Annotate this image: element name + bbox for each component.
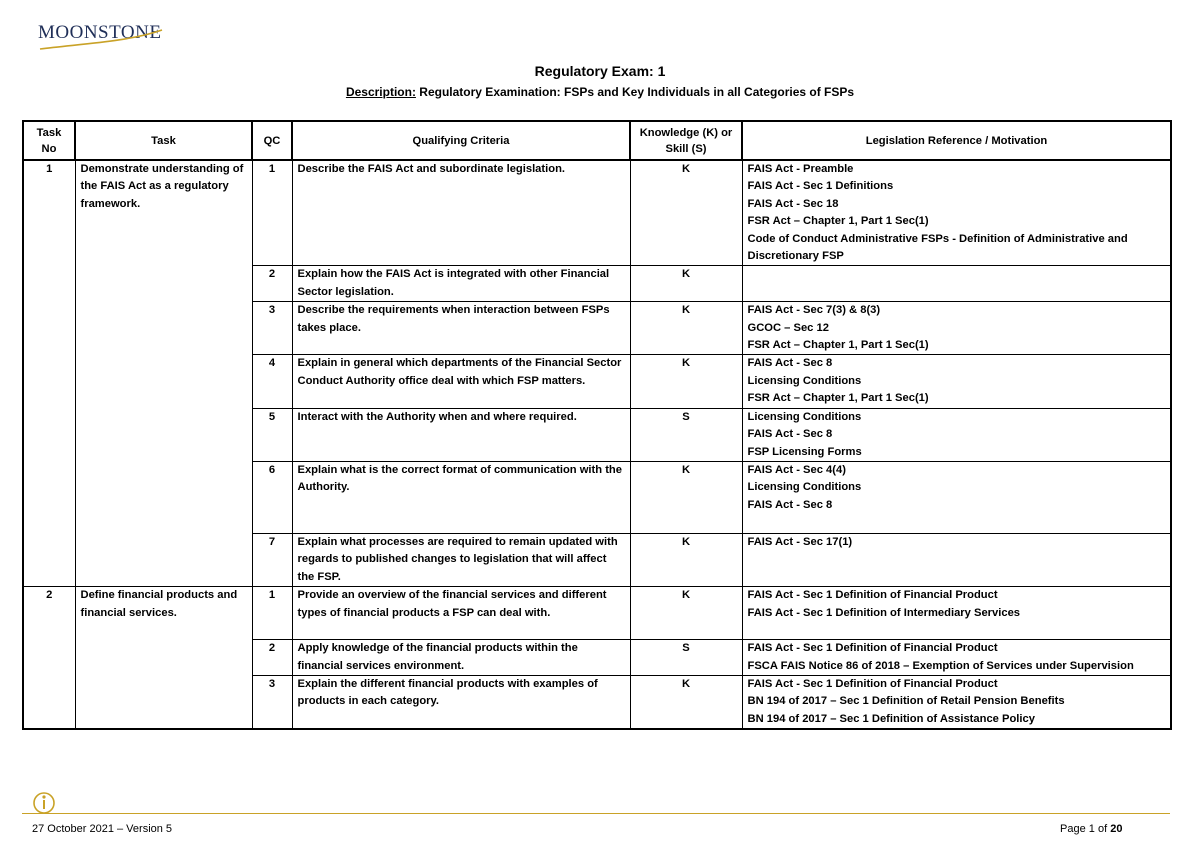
qc-number: 4	[252, 355, 292, 408]
legislation-line: FAIS Act - Sec 8	[747, 428, 833, 441]
legislation-reference	[742, 266, 1171, 302]
legislation-line: FSR Act – Chapter 1, Part 1 Sec(1)	[747, 339, 929, 352]
qualifying-criteria: Explain what processes are required to remain updated with regards to published changes to legislation that will affect the FSP.	[292, 533, 630, 586]
header-qc: QC	[252, 121, 292, 160]
legislation-line: Licensing Conditions	[747, 481, 862, 494]
qc-number: 2	[252, 266, 292, 302]
qc-number: 1	[252, 587, 292, 640]
knowledge-or-skill: K	[630, 461, 742, 533]
qualifying-criteria: Interact with the Authority when and where required.	[292, 408, 630, 461]
description-text: Regulatory Examination: FSPs and Key Individuals in all Categories of FSPs	[419, 85, 855, 99]
knowledge-or-skill: K	[630, 533, 742, 586]
knowledge-or-skill: S	[630, 640, 742, 676]
legislation-line: FAIS Act - Sec 18	[747, 197, 839, 210]
legislation-line: FAIS Act - Sec 1 Definitions	[747, 180, 894, 193]
task-number: 2	[23, 587, 75, 730]
legislation-reference	[742, 640, 1171, 676]
header-task-no: Task No	[23, 121, 75, 160]
qc-number: 2	[252, 640, 292, 676]
legislation-line: Licensing Conditions	[747, 410, 862, 423]
legislation-line: FAIS Act - Sec 1 Definition of Financial Product	[747, 642, 998, 655]
legislation-line: FAIS Act - Sec 7(3) & 8(3)	[747, 304, 881, 317]
qc-number: 3	[252, 302, 292, 355]
table-header-row	[23, 121, 1171, 160]
qc-number: 6	[252, 461, 292, 533]
knowledge-or-skill: K	[630, 302, 742, 355]
logo-swoosh-icon	[38, 22, 168, 56]
legislation-line: Licensing Conditions	[747, 374, 862, 387]
knowledge-or-skill: K	[630, 160, 742, 266]
header-criteria: Qualifying Criteria	[292, 121, 630, 160]
page-title: Regulatory Exam: 1	[534, 63, 666, 79]
qualifying-criteria: Explain the different financial products with examples of products in each category.	[292, 675, 630, 729]
qualifying-criteria: Provide an overview of the financial services and different types of financial products a FSP can deal with.	[292, 587, 630, 640]
knowledge-or-skill: K	[630, 355, 742, 408]
qualifying-criteria: Describe the FAIS Act and subordinate legislation.	[292, 160, 630, 266]
legislation-line: FAIS Act - Sec 8	[747, 357, 833, 370]
legislation-line: BN 194 of 2017 – Sec 1 Definition of Retail Pension Benefits	[747, 695, 1065, 708]
task-number: 1	[23, 160, 75, 587]
qualifying-criteria: Apply knowledge of the financial products within the financial services environment.	[292, 640, 630, 676]
legislation-reference	[742, 461, 1171, 533]
legislation-line: FSCA FAIS Notice 86 of 2018 – Exemption of Services under Supervision	[747, 659, 1134, 672]
criteria-table	[22, 120, 1172, 730]
table-row	[23, 160, 1171, 266]
legislation-line: FAIS Act - Sec 1 Definition of Financial Product	[747, 589, 998, 602]
knowledge-or-skill: K	[630, 587, 742, 640]
qc-number: 5	[252, 408, 292, 461]
legislation-line: FSR Act – Chapter 1, Part 1 Sec(1)	[747, 215, 929, 228]
qc-number: 7	[252, 533, 292, 586]
legislation-line: BN 194 of 2017 – Sec 1 Definition of Assistance Policy	[747, 712, 1035, 725]
legislation-reference	[742, 302, 1171, 355]
qualifying-criteria: Describe the requirements when interaction between FSPs takes place.	[292, 302, 630, 355]
footer-date-version: 27 October 2021 – Version 5	[32, 823, 173, 835]
task-description: Demonstrate understanding of the FAIS Act as a regulatory framework.	[75, 160, 252, 587]
qualifying-criteria: Explain how the FAIS Act is integrated with other Financial Sector legislation.	[292, 266, 630, 302]
knowledge-or-skill: K	[630, 266, 742, 302]
qc-number: 3	[252, 675, 292, 729]
legislation-reference	[742, 587, 1171, 640]
knowledge-or-skill: K	[630, 675, 742, 729]
table-row	[23, 587, 1171, 640]
page-total: 20	[1110, 823, 1123, 835]
legislation-reference	[742, 408, 1171, 461]
qualifying-criteria: Explain what is the correct format of communication with the Authority.	[292, 461, 630, 533]
footer-logo-icon	[30, 791, 58, 815]
logo-text: MOONSTONE	[38, 22, 162, 43]
legislation-line: FSR Act – Chapter 1, Part 1 Sec(1)	[747, 392, 929, 405]
legislation-reference	[742, 675, 1171, 729]
legislation-line: FSP Licensing Forms	[747, 445, 862, 458]
page-label: Page	[1060, 823, 1086, 835]
footer-page-number	[1060, 823, 1122, 835]
task-description: Define financial products and financial services.	[75, 587, 252, 730]
qc-number: 1	[252, 160, 292, 266]
legislation-line: GCOC – Sec 12	[747, 321, 829, 334]
legislation-line: FAIS Act - Sec 1 Definition of Financial Product	[747, 677, 998, 690]
legislation-line: FAIS Act - Sec 1 Definition of Intermediary Services	[747, 606, 1021, 619]
legislation-line: FAIS Act - Sec 8	[747, 498, 833, 511]
legislation-reference	[742, 355, 1171, 408]
qualifying-criteria: Explain in general which departments of the Financial Sector Conduct Authority office deal with which FSP matters.	[292, 355, 630, 408]
legislation-line: FAIS Act - Sec 17(1)	[747, 535, 853, 548]
header-legislation: Legislation Reference / Motivation	[742, 121, 1171, 160]
legislation-line: FAIS Act - Sec 4(4)	[747, 463, 846, 476]
knowledge-or-skill: S	[630, 408, 742, 461]
legislation-line: Code of Conduct Administrative FSPs - Definition of Administrative and Discretionary FSP	[747, 232, 1128, 263]
page-of: of	[1097, 823, 1108, 835]
description-label: Description:	[345, 85, 416, 99]
header-knowledge-skill: Knowledge (K) or Skill (S)	[630, 121, 742, 160]
footer-divider	[22, 813, 1170, 814]
page-current: 1	[1088, 823, 1095, 835]
legislation-reference	[742, 160, 1171, 266]
header-task: Task	[75, 121, 252, 160]
legislation-reference	[742, 533, 1171, 586]
legislation-line: FAIS Act - Preamble	[747, 163, 854, 175]
page-description	[0, 85, 1200, 99]
